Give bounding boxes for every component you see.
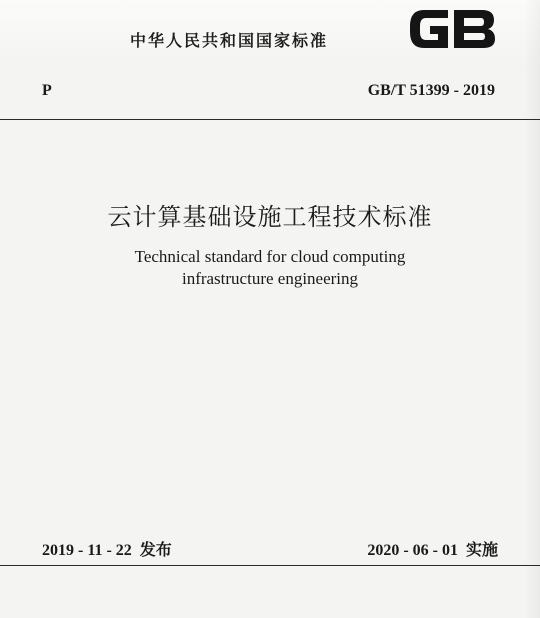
title-english-line-2: infrastructure engineering <box>181 269 359 288</box>
issue-date-block <box>42 537 172 560</box>
gb-logo <box>404 2 498 54</box>
top-divider <box>0 119 540 120</box>
standard-number: GB/T 51399 - 2019 <box>367 82 495 99</box>
issue-label: 发布 <box>139 540 172 559</box>
bottom-divider <box>0 565 540 566</box>
implementation-date-block <box>367 537 498 560</box>
issue-date: 2019 - 11 - 22 <box>42 542 132 559</box>
page-edge-shadow <box>524 0 540 618</box>
implementation-label: 实施 <box>465 540 498 559</box>
title-english-line-1: Technical standard for cloud computing <box>134 247 406 266</box>
classification-code: P <box>42 82 52 99</box>
title-chinese: 云计算基础设施工程技术标准 <box>107 203 433 231</box>
implementation-date: 2020 - 06 - 01 <box>367 542 458 559</box>
title-english <box>0 246 540 290</box>
issuer-name: 中华人民共和国国家标准 <box>130 31 329 50</box>
